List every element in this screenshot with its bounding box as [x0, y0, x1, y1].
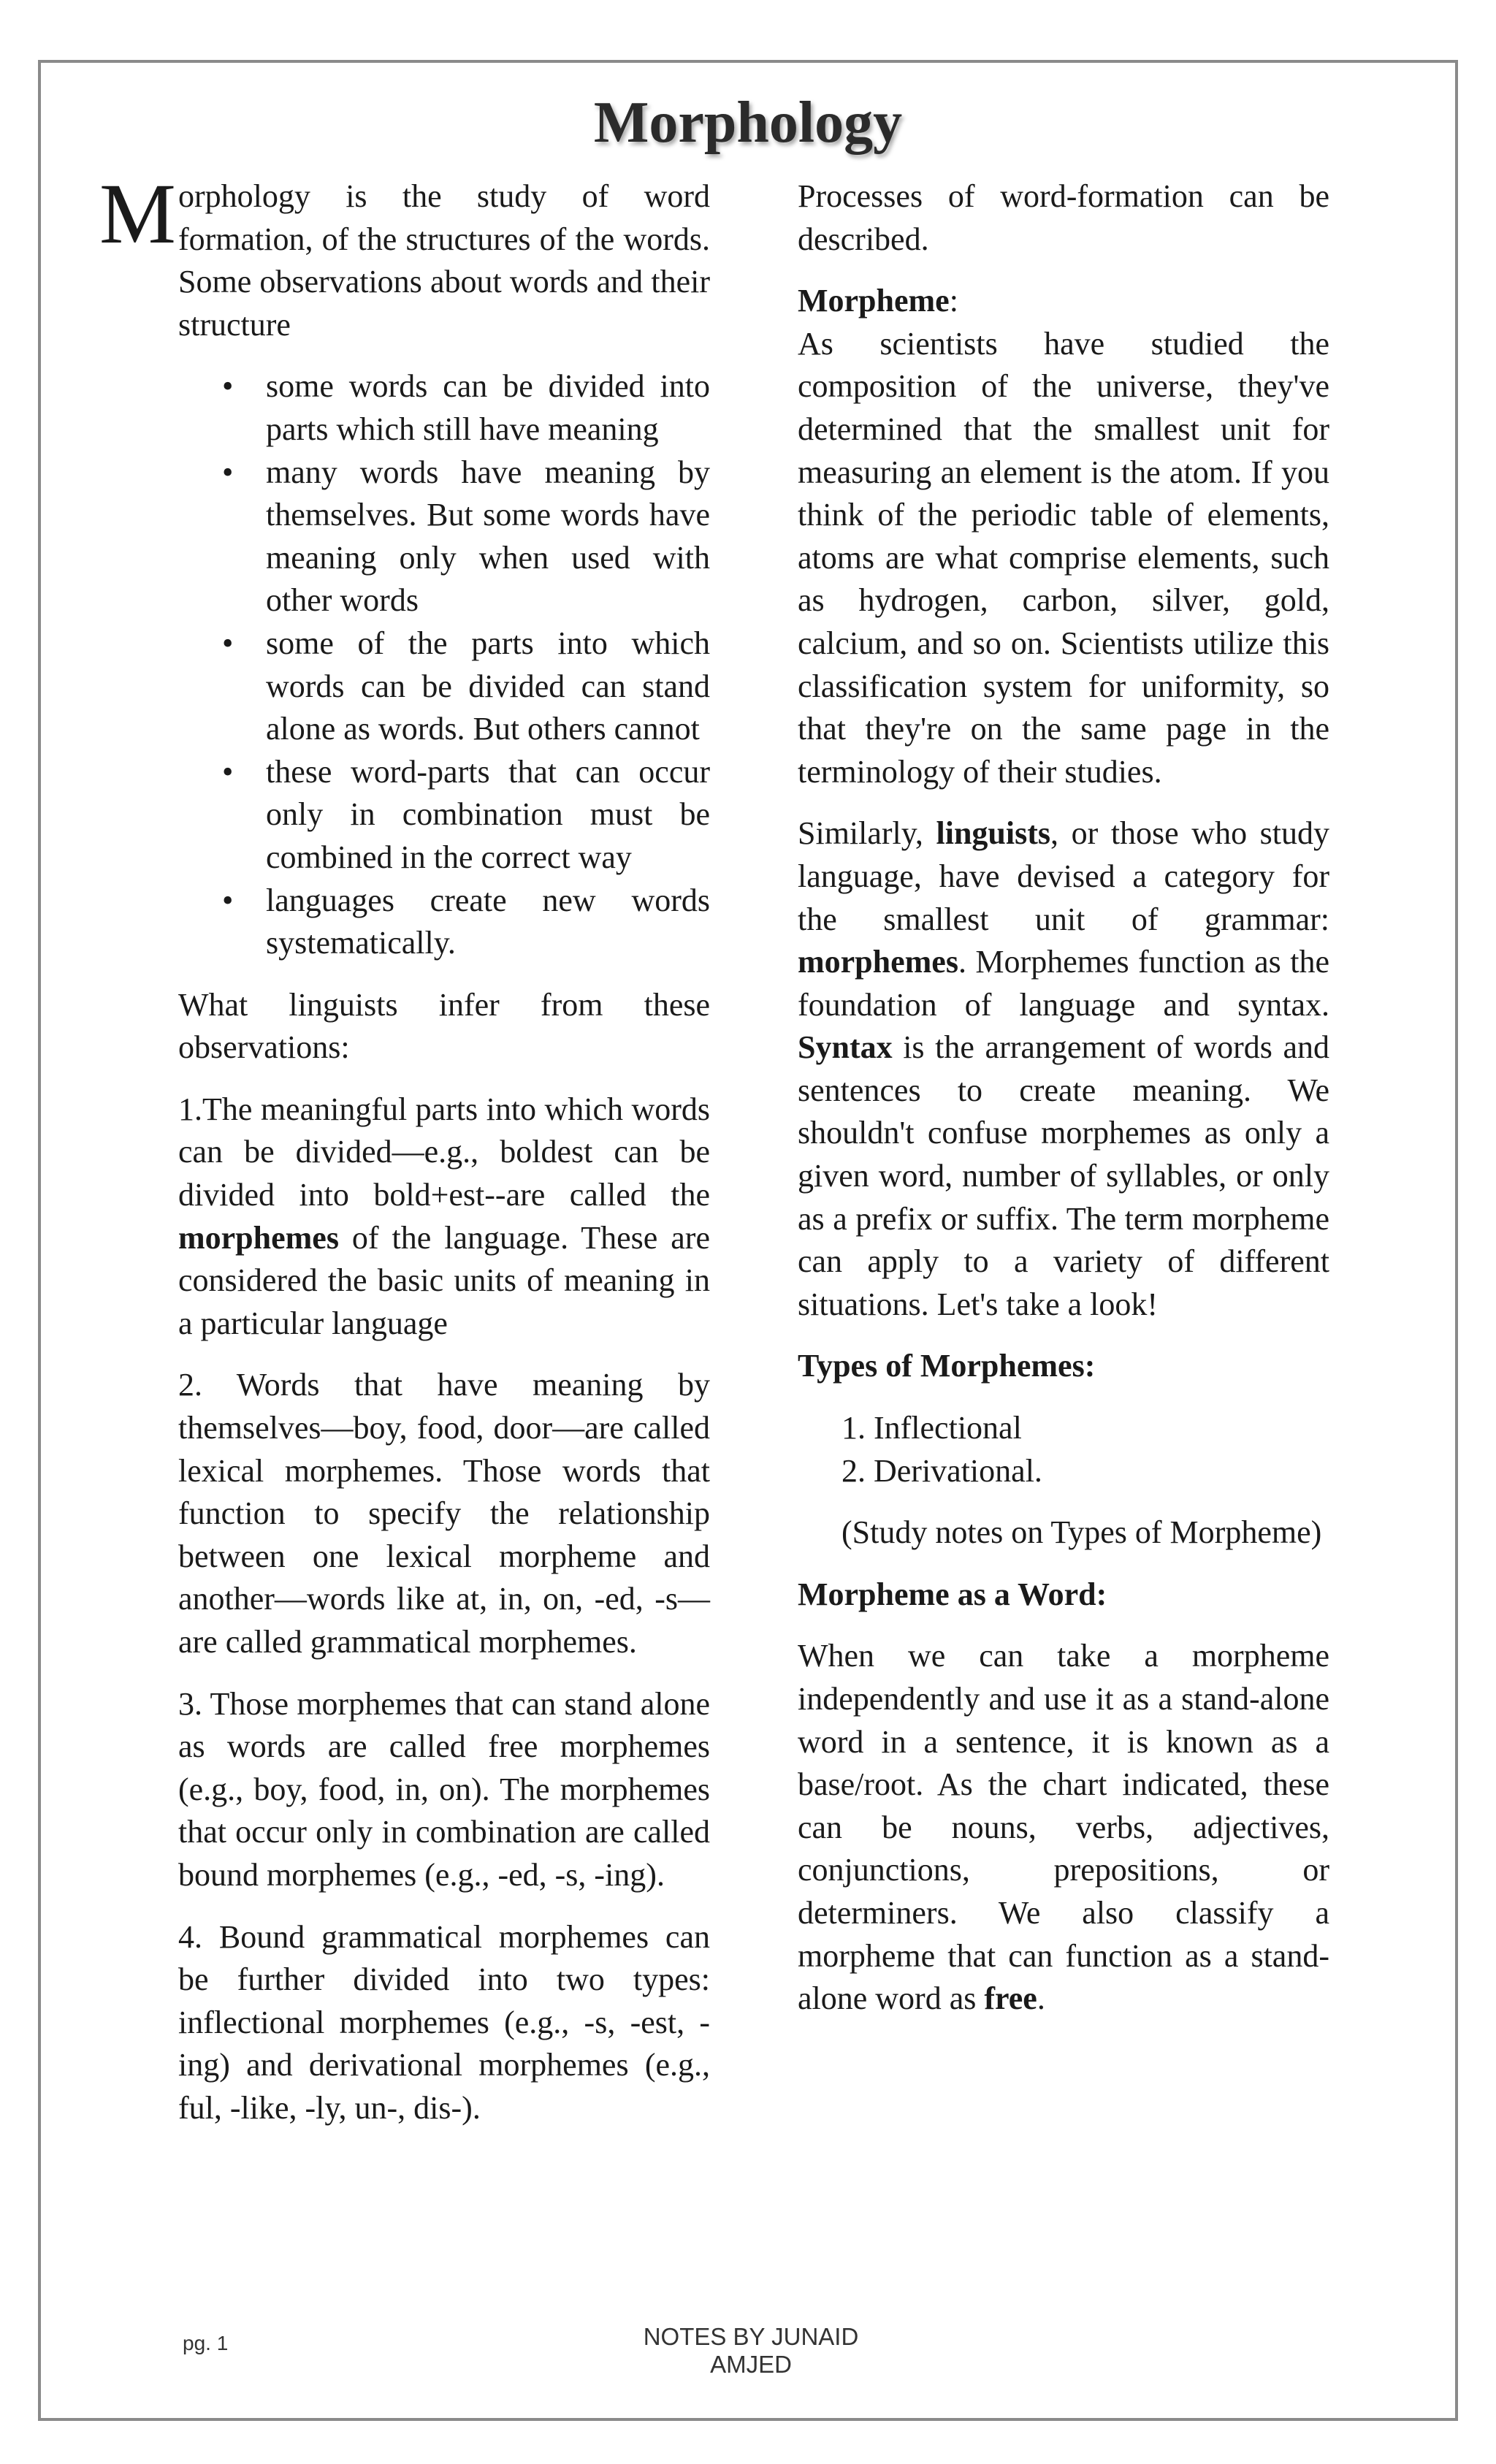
- right-column: [798, 175, 1329, 2040]
- infer-paragraph: What linguists infer from these observations:: [178, 986, 710, 1066]
- left-column: [99, 166, 710, 2149]
- list-item: • some words can be divided into parts which still have meaning: [266, 365, 710, 451]
- page-title: Morphology: [593, 91, 903, 155]
- list-item: 1. Inflectional: [842, 1410, 1022, 1446]
- morpheme-heading: Morpheme:: [798, 283, 958, 319]
- processes-paragraph: Processes of word-formation can be described.: [798, 178, 1329, 257]
- list-item: • languages create new words systematically.: [266, 880, 710, 965]
- observation-list: [178, 365, 710, 964]
- paragraph-1: 1.The meaningful parts into which words can be divided—e.g., boldest can be divided into bold+est--are called the morphemes of the language. These are considered the basic units of meaning in a particular language: [178, 1091, 710, 1341]
- list-item: • many words have meaning by themselves. But some words have meaning only when used with other words: [266, 451, 710, 622]
- paragraph-2: 2. Words that have meaning by themselves—boy, food, door—are called lexical morphemes. Those words that function to specify the relationship between one lexical morpheme and another—words like at, in, on, -ed, -s—are called grammatical morphemes.: [178, 1367, 710, 1660]
- word-heading: Morpheme as a Word:: [798, 1576, 1107, 1612]
- footer-credit: NOTES BY JUNAID AMJED: [643, 2323, 859, 2378]
- paragraph-3: 3. Those morphemes that can stand alone as words are called free morphemes (e.g., boy, food, in, on). The morphemes that occur only in combination are called bound morphemes (e.g., -ed, -s, -ing).: [178, 1685, 710, 1893]
- paragraph-4: 4. Bound grammatical morphemes can be further divided into two types: inflectional morphemes (e.g., -s, -est, -ing) and derivational morphemes (e.g., ful, -like, -ly, un-, dis-).: [178, 1918, 710, 2126]
- list-item: 2. Derivational.: [842, 1452, 1042, 1489]
- atom-paragraph: As scientists have studied the composition of the universe, they've determined that the smallest unit for measuring an element is the atom. If you think of the periodic table of elements, atoms are what comprise elements, such as hydrogen, carbon, silver, gold, calcium, and so on. Scientists utilize this classification system for uniformity, so that they're on the same page in the terminology of their studies.: [798, 325, 1329, 790]
- similarly-paragraph: Similarly, linguists, or those who study language, have devised a category for the smallest unit of grammar: morphemes. Morphemes function as the foundation of language and syntax. Syntax is the arrangement of words and sentences to create meaning. We shouldn't confuse morphemes as only a given word, number of syllables, or only as a prefix or suffix. The term morpheme can apply to a variety of different situations. Let's take a look!: [798, 815, 1329, 1322]
- study-notes: (Study notes on Types of Morpheme): [842, 1514, 1322, 1551]
- list-item: • some of the parts into which words can be divided can stand alone as words. But others cannot: [266, 622, 710, 751]
- types-list: [798, 1407, 1329, 1492]
- types-heading: Types of Morphemes:: [798, 1348, 1096, 1384]
- word-paragraph: When we can take a morpheme independently and use it as a stand-alone word in a sentence, it is known as a base/root. As the chart indicated, these can be nouns, verbs, adjectives, conjunctions, prepositions, or determiners. We also classify a morpheme that can function as a stand-alone word as free.: [798, 1638, 1329, 2017]
- list-item: • these word-parts that can occur only in combination must be combined in the correct way: [266, 751, 710, 880]
- drop-cap: M: [99, 166, 176, 262]
- page-number: pg. 1: [183, 2332, 229, 2354]
- intro-paragraph: M orphology is the study of word formation, of the structures of the words. Some observations about words and their structure: [99, 166, 710, 343]
